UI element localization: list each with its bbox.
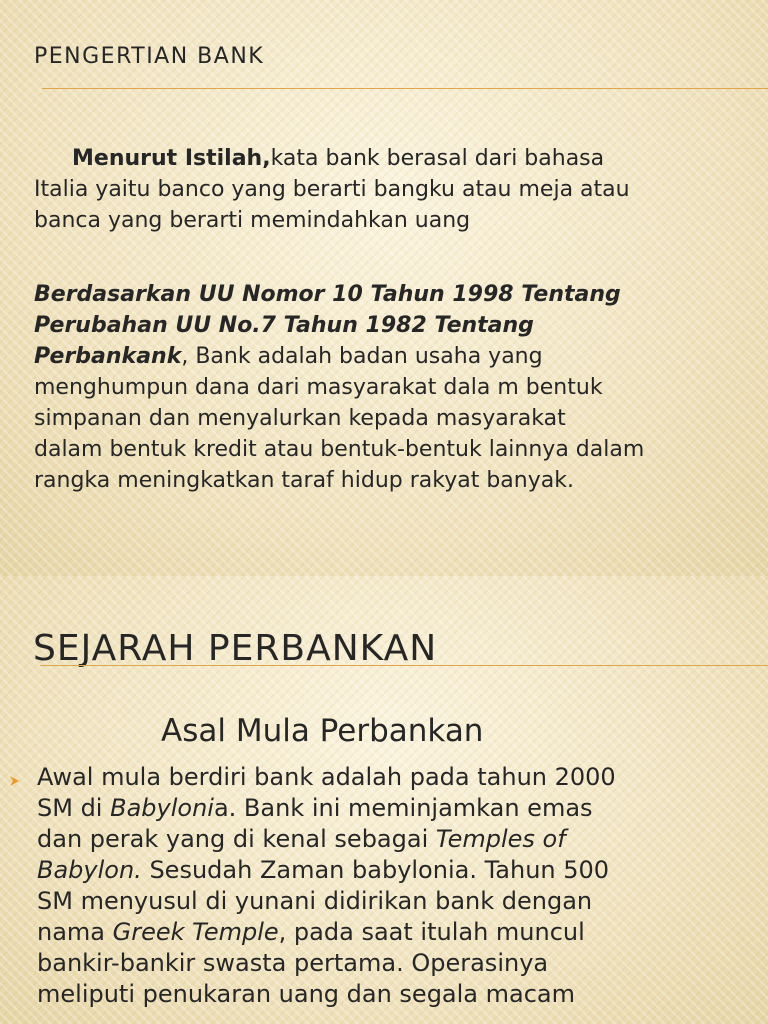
- slide-sejarah-perbankan: [0, 576, 768, 1024]
- text-run: Sesudah Zaman babylonia. Tahun 500: [141, 856, 610, 884]
- title-divider: [42, 88, 768, 89]
- arrow-bullet-icon: [9, 773, 20, 791]
- slide-subtitle: Asal Mula Perbankan: [161, 713, 484, 749]
- slide-title: SEJARAH PERBANKAN: [33, 628, 438, 669]
- text-line: [34, 279, 759, 310]
- italic-run: Babylon.: [37, 856, 142, 884]
- text-run: SM di: [37, 794, 111, 822]
- bold-italic-run: Berdasarkan UU Nomor 10 Tahun 1998 Tentang: [34, 282, 621, 307]
- text-line: Italia yaitu banco yang berarti bangku atau meja atau: [34, 177, 630, 202]
- text-line: menghumpun dana dari masyarakat dala m bentuk: [34, 375, 603, 400]
- text-line: simpanan dan menyalurkan kepada masyarakat: [34, 406, 566, 431]
- text-line: Awal mula berdiri bank adalah pada tahun 2000: [37, 763, 616, 791]
- text-line: [37, 793, 757, 824]
- text-line: dalam bentuk kredit atau bentuk-bentuk lainnya dalam: [34, 437, 645, 462]
- text-line: [34, 341, 759, 372]
- bold-italic-run: Perbankank: [34, 344, 182, 369]
- text-line: bankir-bankir swasta pertama. Operasinya: [37, 949, 549, 977]
- title-divider: [40, 665, 768, 666]
- text-run: dan perak yang di kenal sebagai: [37, 825, 436, 853]
- bullet-awal-mula: [37, 762, 757, 1010]
- text-run: , Bank adalah badan usaha yang: [181, 344, 543, 369]
- bold-italic-run: Perubahan UU No.7 Tahun 1982 Tentang: [34, 313, 534, 338]
- text-run: nama: [37, 918, 113, 946]
- text-line: [37, 917, 757, 948]
- text-run: kata bank berasal dari bahasa: [270, 146, 605, 171]
- paragraph-menurut-istilah: [34, 143, 754, 236]
- text-line: [37, 855, 757, 886]
- text-line: rangka meningkatkan taraf hidup rakyat banyak.: [34, 468, 574, 493]
- text-line: [34, 143, 754, 174]
- text-line: SM menyusul di yunani didirikan bank dengan: [37, 887, 593, 915]
- text-line: [37, 824, 757, 855]
- text-line: banca yang berarti memindahkan uang: [34, 208, 471, 233]
- italic-run: Temples of: [435, 825, 566, 853]
- text-line: [34, 310, 759, 341]
- italic-run: Greek Temple: [112, 918, 279, 946]
- paragraph-uu-definition: [34, 279, 759, 496]
- text-line: meliputi penukaran uang dan segala macam: [37, 980, 576, 1008]
- slide-title: PENGERTIAN BANK: [34, 44, 265, 69]
- bold-lead: Menurut Istilah,: [72, 146, 271, 171]
- text-run: , pada saat itulah muncul: [278, 918, 585, 946]
- italic-run: Babyloni: [110, 794, 214, 822]
- text-run: a. Bank ini meminjamkan emas: [213, 794, 593, 822]
